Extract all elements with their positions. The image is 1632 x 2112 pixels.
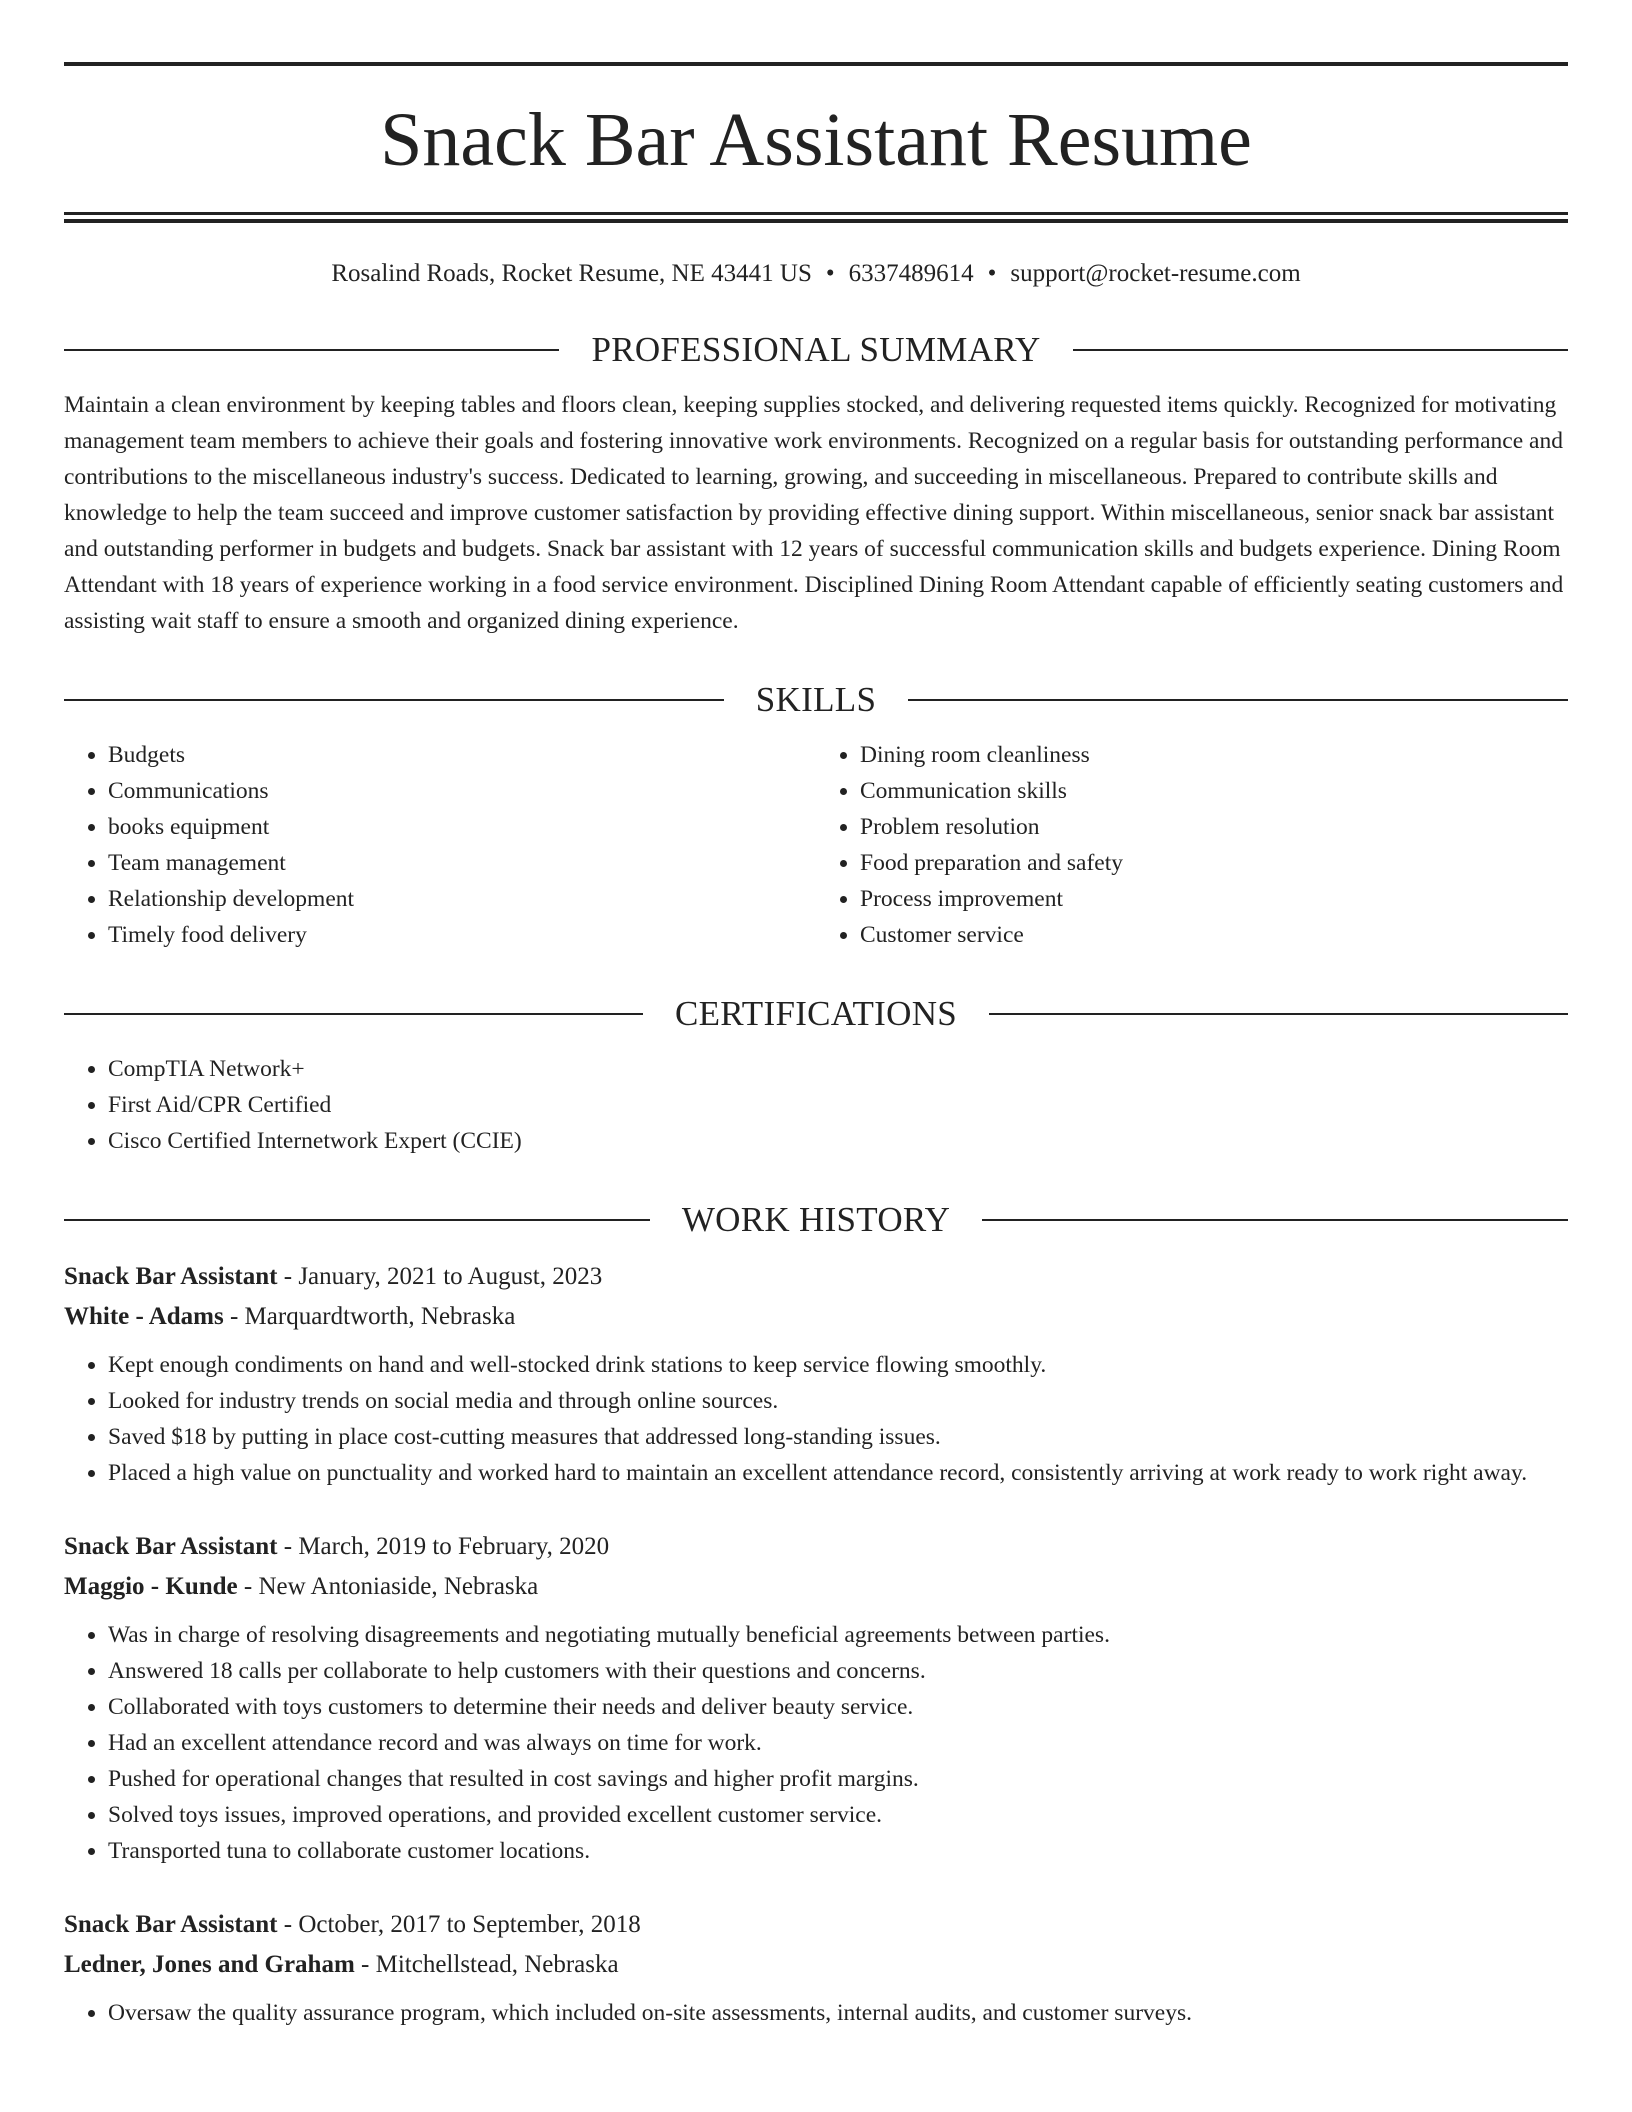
job-entry — [64, 1257, 1568, 1491]
heading-rule — [982, 1219, 1568, 1221]
job-location: - New Antoniaside, Nebraska — [237, 1573, 539, 1600]
job-bullet: • Was in charge of resolving disagreements and negotiating mutually beneficial agreements between parties. — [108, 1617, 1568, 1653]
title-double-rule — [64, 212, 1568, 223]
job-company: Ledner, Jones and Graham — [64, 1951, 355, 1978]
heading-rule — [64, 1219, 650, 1221]
skill-item: • Process improvement — [860, 881, 1568, 917]
job-title: Snack Bar Assistant — [64, 1911, 278, 1938]
skill-item: • Communication skills — [860, 773, 1568, 809]
job-bullet: • Pushed for operational changes that resulted in cost savings and higher profit margins. — [108, 1761, 1568, 1797]
certification-item: • First Aid/CPR Certified — [108, 1087, 1568, 1123]
job-title: Snack Bar Assistant — [64, 1533, 278, 1560]
skill-item: • Timely food delivery — [108, 917, 816, 953]
skill-item: • Problem resolution — [860, 809, 1568, 845]
job-title-line — [64, 1905, 1568, 1945]
heading-rule — [64, 699, 724, 701]
job-bullet: • Looked for industry trends on social media and through online sources. — [108, 1383, 1568, 1419]
skills-heading-label: SKILLS — [755, 680, 877, 719]
skill-item: • Dining room cleanliness — [860, 737, 1568, 773]
job-bullet: • Transported tuna to collaborate customer locations. — [108, 1833, 1568, 1869]
certifications-heading-label: CERTIFICATIONS — [674, 994, 958, 1033]
skill-item: • Food preparation and safety — [860, 845, 1568, 881]
job-title-line — [64, 1257, 1568, 1297]
page-title: Snack Bar Assistant Resume — [380, 98, 1252, 182]
certifications-section-heading — [64, 993, 1568, 1035]
heading-rule — [64, 349, 559, 351]
job-company-line — [64, 1567, 1568, 1607]
job-bullet: • Placed a high value on punctuality and worked hard to maintain an excellent attendance record, consistently arriving at work ready to work right away. — [108, 1455, 1568, 1491]
heading-rule — [989, 1013, 1568, 1015]
job-bullet: • Oversaw the quality assurance program, which included on-site assessments, internal audits, and customer surveys. — [108, 1995, 1568, 2031]
skills-right-list — [816, 737, 1568, 953]
certification-item: • CompTIA Network+ — [108, 1051, 1568, 1087]
skill-item: • Budgets — [108, 737, 816, 773]
summary-paragraph: Maintain a clean environment by keeping tables and floors clean, keeping supplies stocked, and delivering requested items quickly. Recognized for motivating management team members to achieve their goals and fostering innovative work environments. Recognized on a regular basis for outstanding performance and contributions to the miscellaneous industry's success. Dedicated to learning, growing, and succeeding in miscellaneous. Prepared to contribute skills and knowledge to help the team succeed and improve customer satisfaction by providing effective dining support. Within miscellaneous, senior snack bar assistant and outstanding performer in budgets and budgets. Snack bar assistant with 12 years of successful communication skills and budgets experience. Dining Room Attendant with 18 years of experience working in a food service environment. Disciplined Dining Room Attendant capable of efficiently seating customers and assisting wait staff to ensure a smooth and organized dining experience. — [64, 392, 1564, 634]
job-location: - Mitchellstead, Nebraska — [354, 1951, 619, 1978]
skill-item: • books equipment — [108, 809, 816, 845]
job-dates: - January, 2021 to August, 2023 — [277, 1263, 603, 1290]
heading-rule — [908, 699, 1568, 701]
certifications-list — [64, 1051, 1568, 1159]
contact-phone: 6337489614 — [848, 260, 974, 287]
job-company: White - Adams — [64, 1303, 224, 1330]
skill-item: • Team management — [108, 845, 816, 881]
heading-rule — [1073, 349, 1568, 351]
job-bullets — [64, 1995, 1568, 2031]
job-bullet: • Kept enough condiments on hand and well-stocked drink stations to keep service flowing smoothly. — [108, 1347, 1568, 1383]
contact-separator: • — [987, 260, 997, 287]
job-location: - Marquardtworth, Nebraska — [223, 1303, 516, 1330]
job-title: Snack Bar Assistant — [64, 1263, 278, 1290]
job-bullets — [64, 1347, 1568, 1491]
job-dates: - October, 2017 to September, 2018 — [277, 1911, 641, 1938]
summary-heading-label: PROFESSIONAL SUMMARY — [591, 330, 1041, 369]
skills-columns — [64, 737, 1568, 953]
summary-section-heading — [64, 329, 1568, 371]
heading-rule — [64, 1013, 643, 1015]
skills-section-heading — [64, 679, 1568, 721]
contact-line — [64, 259, 1568, 289]
contact-address: Rosalind Roads, Rocket Resume, NE 43441 US — [331, 260, 812, 287]
job-company-line — [64, 1297, 1568, 1337]
job-bullets — [64, 1617, 1568, 1869]
top-rule — [64, 62, 1568, 66]
job-bullet: • Collaborated with toys customers to determine their needs and deliver beauty service. — [108, 1689, 1568, 1725]
skill-item: • Relationship development — [108, 881, 816, 917]
certification-item: • Cisco Certified Internetwork Expert (CCIE) — [108, 1123, 1568, 1159]
job-bullet: • Solved toys issues, improved operations, and provided excellent customer service. — [108, 1797, 1568, 1833]
contact-email: support@rocket-resume.com — [1010, 260, 1301, 287]
contact-separator: • — [825, 260, 835, 287]
job-company-line — [64, 1945, 1568, 1985]
work-section-heading — [64, 1199, 1568, 1241]
job-dates: - March, 2019 to February, 2020 — [277, 1533, 610, 1560]
work-heading-label: WORK HISTORY — [681, 1200, 951, 1239]
job-company: Maggio - Kunde — [64, 1573, 238, 1600]
job-entry — [64, 1905, 1568, 2031]
job-bullet: • Saved $18 by putting in place cost-cutting measures that addressed long-standing issues. — [108, 1419, 1568, 1455]
job-bullet: • Answered 18 calls per collaborate to help customers with their questions and concerns. — [108, 1653, 1568, 1689]
skills-left-list — [64, 737, 816, 953]
skill-item: • Customer service — [860, 917, 1568, 953]
job-bullet: • Had an excellent attendance record and was always on time for work. — [108, 1725, 1568, 1761]
skill-item: • Communications — [108, 773, 816, 809]
job-title-line — [64, 1527, 1568, 1567]
job-entry — [64, 1527, 1568, 1869]
